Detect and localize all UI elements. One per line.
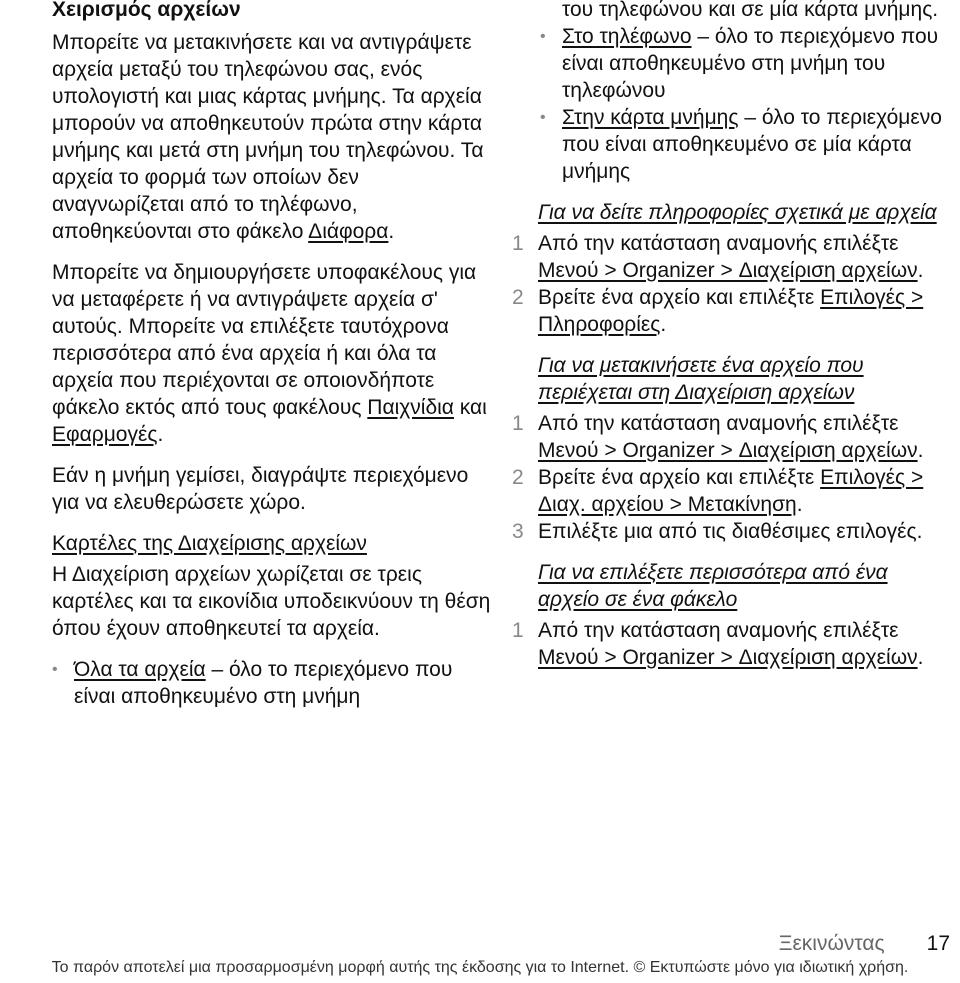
memory-full-paragraph: Εάν η μνήμη γεμίσει, διαγράψτε περιεχόμενο για να ελευθερώσετε χώρο.: [52, 464, 469, 514]
step-text: Από την κατάσταση αναμονής επιλέξτε Μενού > Organizer > Διαχείριση αρχείων.: [538, 412, 924, 462]
step-text: Από την κατάσταση αναμονής επιλέξτε Μενού > Organizer > Διαχείριση αρχείων.: [538, 619, 924, 669]
step-number: 1: [512, 412, 524, 435]
step-number: 3: [512, 520, 524, 543]
step-item: [512, 230, 952, 284]
step-item: [512, 410, 952, 464]
left-column: [52, 0, 492, 710]
step-text: Επιλέξτε μια από τις διαθέσιμες επιλογές.: [538, 520, 923, 543]
step-number: 2: [512, 286, 524, 309]
folder-link-misc[interactable]: Διάφορα: [308, 220, 389, 243]
folder-link-games[interactable]: Παιχνίδια: [367, 396, 454, 419]
right-column: [512, 0, 952, 671]
list-item: • Στο τηλέφωνο – όλο το περιεχόμενο που είναι αποθηκευμένο στη μνήμη του τηλεφώνου: [540, 25, 939, 102]
step-item: [512, 464, 952, 518]
copyright-note: Το παρόν αποτελεί μια προσαρμοσμένη μορφή αυτής της έκδοσης για το Internet. © Εκτυπώστε μόνο για ιδιωτική χρήση.: [51, 959, 909, 976]
intro-paragraph: Μπορείτε να μετακινήσετε και να αντιγράψετε αρχεία μεταξύ του τηλεφώνου σας, ενός υπολογιστή και μιας κάρτας μνήμης. Τα αρχεία μπορούν να αποθηκευτούν πρώτα στην κάρτα μνήμης και μετά στη μνήμη του τηλεφώνου. Τα αρχεία το φορμά των οποίων δεν αναγνωρίζεται από το τηλέφωνο, αποθηκεύονται στο φάκελο Διάφορα.: [52, 31, 484, 243]
list-item: • Στην κάρτα μνήμης – όλο το περιεχόμενο που είναι αποθηκευμένο σε μία κάρτα μνήμης: [540, 106, 942, 183]
tab-memory-card[interactable]: Στην κάρτα μνήμης: [562, 106, 739, 129]
section-title: Χειρισμός αρχείων: [52, 0, 241, 21]
step-text: Βρείτε ένα αρχείο και επιλέξτε Επιλογές > Πληροφορίες.: [538, 286, 924, 336]
tabs-intro: Η Διαχείριση αρχείων χωρίζεται σε τρεις καρτέλες και τα εικονίδια υποδεικνύουν τη θέση όπου έχουν αποθηκευτεί τα αρχεία.: [52, 563, 491, 640]
howto-select-multiple-steps: [512, 617, 952, 671]
menu-path-link[interactable]: Μενού > Organizer > Διαχείριση αρχείων: [538, 439, 918, 462]
howto-select-multiple-title: Για να επιλέξετε περισσότερα από ένα αρχείο σε ένα φάκελο: [538, 561, 888, 611]
step-text: Βρείτε ένα αρχείο και επιλέξτε Επιλογές > Διαχ. αρχείου > Μετακίνηση.: [538, 466, 924, 516]
bullet-icon: •: [540, 28, 546, 45]
menu-path-link[interactable]: Μενού > Organizer > Διαχείριση αρχείων: [538, 646, 918, 669]
tabs-heading: Καρτέλες της Διαχείρισης αρχείων: [52, 532, 367, 555]
bullet-icon: •: [540, 109, 546, 126]
menu-path-link[interactable]: Επιλογές > Πληροφορίες: [538, 286, 924, 336]
step-number: 1: [512, 232, 524, 255]
step-item: [512, 284, 952, 338]
howto-move-file-steps: [512, 410, 952, 545]
page-number: 17: [926, 932, 950, 955]
section-name: Ξεκινώντας: [778, 932, 885, 955]
step-item: [512, 518, 952, 545]
tab-all-files[interactable]: Όλα τα αρχεία: [74, 658, 206, 681]
step-number: 1: [512, 619, 524, 642]
howto-move-file-title: Για να μετακινήσετε ένα αρχείο που περιέχεται στη Διαχείριση αρχείων: [538, 354, 864, 404]
howto-view-info-title: Για να δείτε πληροφορίες σχετικά με αρχεία: [538, 201, 937, 224]
folder-link-applications[interactable]: Εφαρμογές: [52, 423, 158, 446]
bullet-icon: •: [52, 661, 58, 678]
menu-path-link[interactable]: Επιλογές > Διαχ. αρχείου > Μετακίνηση: [538, 466, 924, 516]
page-footer-nav: [779, 930, 950, 957]
tab-in-phone[interactable]: Στο τηλέφωνο: [562, 25, 692, 48]
howto-view-info-steps: [512, 230, 952, 338]
subfolders-paragraph: Μπορείτε να δημιουργήσετε υποφακέλους για να μεταφέρετε ή να αντιγράψετε αρχεία σ' αυτούς. Μπορείτε να επιλέξετε ταυτόχρονα περισσότερα από ένα αρχεία ή και όλα τα αρχεία που περιέχονται σε οποιονδήποτε φάκελο εκτός από τους φακέλους Παιχνίδια και Εφαρμογές.: [52, 261, 487, 446]
list-item: • Όλα τα αρχεία – όλο το περιεχόμενο που είναι αποθηκευμένο στη μνήμη: [52, 658, 453, 708]
step-text: Από την κατάσταση αναμονής επιλέξτε Μενού > Organizer > Διαχείριση αρχείων.: [538, 232, 924, 282]
step-number: 2: [512, 466, 524, 489]
menu-path-link[interactable]: Μενού > Organizer > Διαχείριση αρχείων: [538, 259, 918, 282]
bullet-continuation: του τηλεφώνου και σε μία κάρτα μνήμης.: [562, 0, 939, 21]
step-item: [512, 617, 952, 671]
